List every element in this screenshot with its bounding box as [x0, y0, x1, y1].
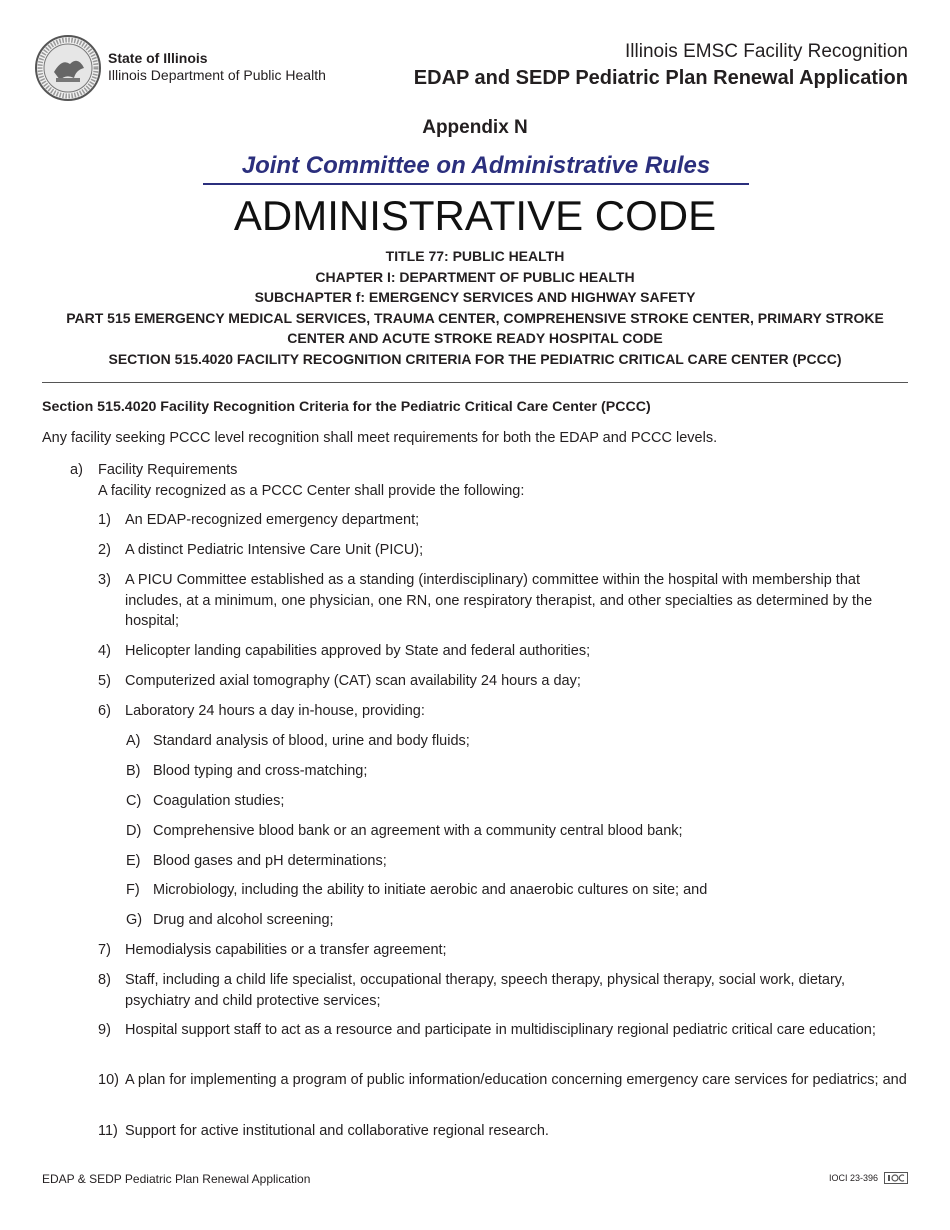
list-item-text: Laboratory 24 hours a day in-house, providing:	[125, 703, 425, 719]
sub-list-item-letter: D)	[126, 823, 142, 839]
intro-paragraph: Any facility seeking PCCC level recognition shall meet requirements for both the EDAP and PCCC levels.	[42, 430, 718, 446]
list-item-text: An EDAP-recognized emergency department;	[125, 512, 420, 528]
subsection-lead: A facility recognized as a PCCC Center shall provide the following:	[98, 482, 525, 499]
sub-list-item-text: Drug and alcohol screening;	[153, 912, 334, 928]
sub-list-item	[126, 791, 910, 812]
list-item-number: 11)	[98, 1123, 118, 1139]
sub-list-item-text: Microbiology, including the ability to initiate aerobic and anaerobic cultures on site; and	[153, 882, 708, 898]
list-item-text: A plan for implementing a program of public information/education concerning emergency care services for pediatrics; and	[125, 1072, 907, 1088]
sub-list-item	[126, 761, 910, 782]
illinois-state-seal	[34, 34, 102, 102]
list-item-text: Staff, including a child life specialist, occupational therapy, speech therapy, physical therapy, social work, dietary, psychiatry and child protective services;	[125, 972, 846, 1009]
list-item	[98, 970, 910, 1011]
list-item	[98, 1121, 910, 1142]
footer-title: EDAP & SEDP Pediatric Plan Renewal Application	[42, 1172, 311, 1186]
list-item-number: 1)	[98, 512, 111, 528]
sub-list-item-letter: F)	[126, 882, 140, 898]
list-item	[98, 1020, 910, 1041]
application-title: EDAP and SEDP Pediatric Plan Renewal Application	[413, 67, 908, 89]
sub-list-item	[126, 821, 910, 842]
sub-list-item-text: Comprehensive blood bank or an agreement with a community central blood bank;	[153, 823, 683, 839]
list-item-text: Hemodialysis capabilities or a transfer agreement;	[125, 942, 447, 958]
administrative-code-heading: ADMINISTRATIVE CODE	[233, 192, 717, 239]
program-name: Illinois EMSC Facility Recognition	[625, 41, 908, 62]
sub-list-item-text: Coagulation studies;	[153, 793, 285, 809]
section-heading: Section 515.4020 Facility Recognition Criteria for the Pediatric Critical Care Center (PCCC)	[42, 399, 651, 415]
list-item	[98, 1070, 910, 1091]
list-item	[98, 671, 910, 692]
list-item-text: Hospital support staff to act as a resource and participate in multidisciplinary regional pediatric critical care education;	[125, 1022, 876, 1038]
sub-list-item-letter: B)	[126, 763, 141, 779]
list-item-number: 6)	[98, 703, 111, 719]
list-item	[98, 570, 910, 632]
list-item-text: A distinct Pediatric Intensive Care Unit (PICU);	[125, 542, 424, 558]
list-item-text: A PICU Committee established as a standing (interdisciplinary) committee within the hospital with membership that includes, at a minimum, one physician, one RN, one respiratory therapist, and other specialties as determined by the hospital;	[125, 572, 873, 629]
list-item	[98, 701, 910, 722]
list-item	[98, 641, 910, 662]
agency-department: Illinois Department of Public Health	[108, 67, 326, 83]
footer-code	[829, 1172, 908, 1184]
sub-list-item-text: Standard analysis of blood, urine and body fluids;	[153, 733, 470, 749]
form-code: IOCI 23-396	[828, 1173, 878, 1183]
citation-line: SECTION 515.4020 FACILITY RECOGNITION CRITERIA FOR THE PEDIATRIC CRITICAL CARE CENTER (PCCC)	[108, 350, 842, 367]
document-header	[414, 40, 908, 92]
list-item	[98, 510, 910, 531]
sub-list-item-letter: A)	[126, 733, 141, 749]
citation-line: SUBCHAPTER f: EMERGENCY SERVICES AND HIGHWAY SAFETY	[254, 289, 696, 305]
sub-list-item-letter: C)	[126, 793, 142, 809]
ioci-logo-icon	[884, 1172, 908, 1184]
sub-list-item	[126, 731, 910, 752]
code-citation-block	[40, 246, 910, 369]
citation-line: CENTER AND ACUTE STROKE READY HOSPITAL CODE	[287, 330, 663, 346]
sub-list-item	[126, 880, 910, 901]
agency-block	[108, 50, 326, 84]
list-item-text: Support for active institutional and collaborative regional research.	[125, 1123, 549, 1139]
list-item-number: 10)	[98, 1072, 119, 1088]
list-item-number: 3)	[98, 572, 111, 588]
list-item	[98, 940, 910, 961]
sub-list-item	[126, 910, 910, 931]
list-item	[98, 540, 910, 561]
jcar-title: Joint Committee on Administrative Rules	[203, 150, 749, 185]
list-item-number: 7)	[98, 942, 111, 958]
subsection-a	[70, 460, 910, 501]
sub-list-item-letter: E)	[126, 853, 141, 869]
list-item-number: 4)	[98, 643, 111, 659]
list-item-number: 5)	[98, 673, 111, 689]
sub-list-item-letter: G)	[126, 912, 143, 928]
agency-state: State of Illinois	[108, 50, 208, 66]
list-item-number: 9)	[98, 1022, 111, 1038]
list-item-number: 8)	[98, 972, 111, 988]
sub-list-item	[126, 851, 910, 872]
subsection-marker: a)	[70, 462, 83, 478]
sub-list-item-text: Blood typing and cross-matching;	[153, 763, 368, 779]
citation-line: PART 515 EMERGENCY MEDICAL SERVICES, TRAUMA CENTER, COMPREHENSIVE STROKE CENTER, PRIMARY STROKE	[66, 309, 884, 326]
citation-line: CHAPTER I: DEPARTMENT OF PUBLIC HEALTH	[315, 268, 635, 285]
list-item-text: Helicopter landing capabilities approved by State and federal authorities;	[125, 643, 591, 659]
divider	[42, 382, 908, 383]
citation-line: TITLE 77: PUBLIC HEALTH	[385, 248, 565, 264]
list-item-number: 2)	[98, 542, 111, 558]
sub-list-item-text: Blood gases and pH determinations;	[153, 853, 387, 869]
appendix-label: Appendix N	[422, 117, 528, 138]
subsection-title: Facility Requirements	[98, 462, 238, 478]
list-item-text: Computerized axial tomography (CAT) scan availability 24 hours a day;	[125, 673, 581, 689]
